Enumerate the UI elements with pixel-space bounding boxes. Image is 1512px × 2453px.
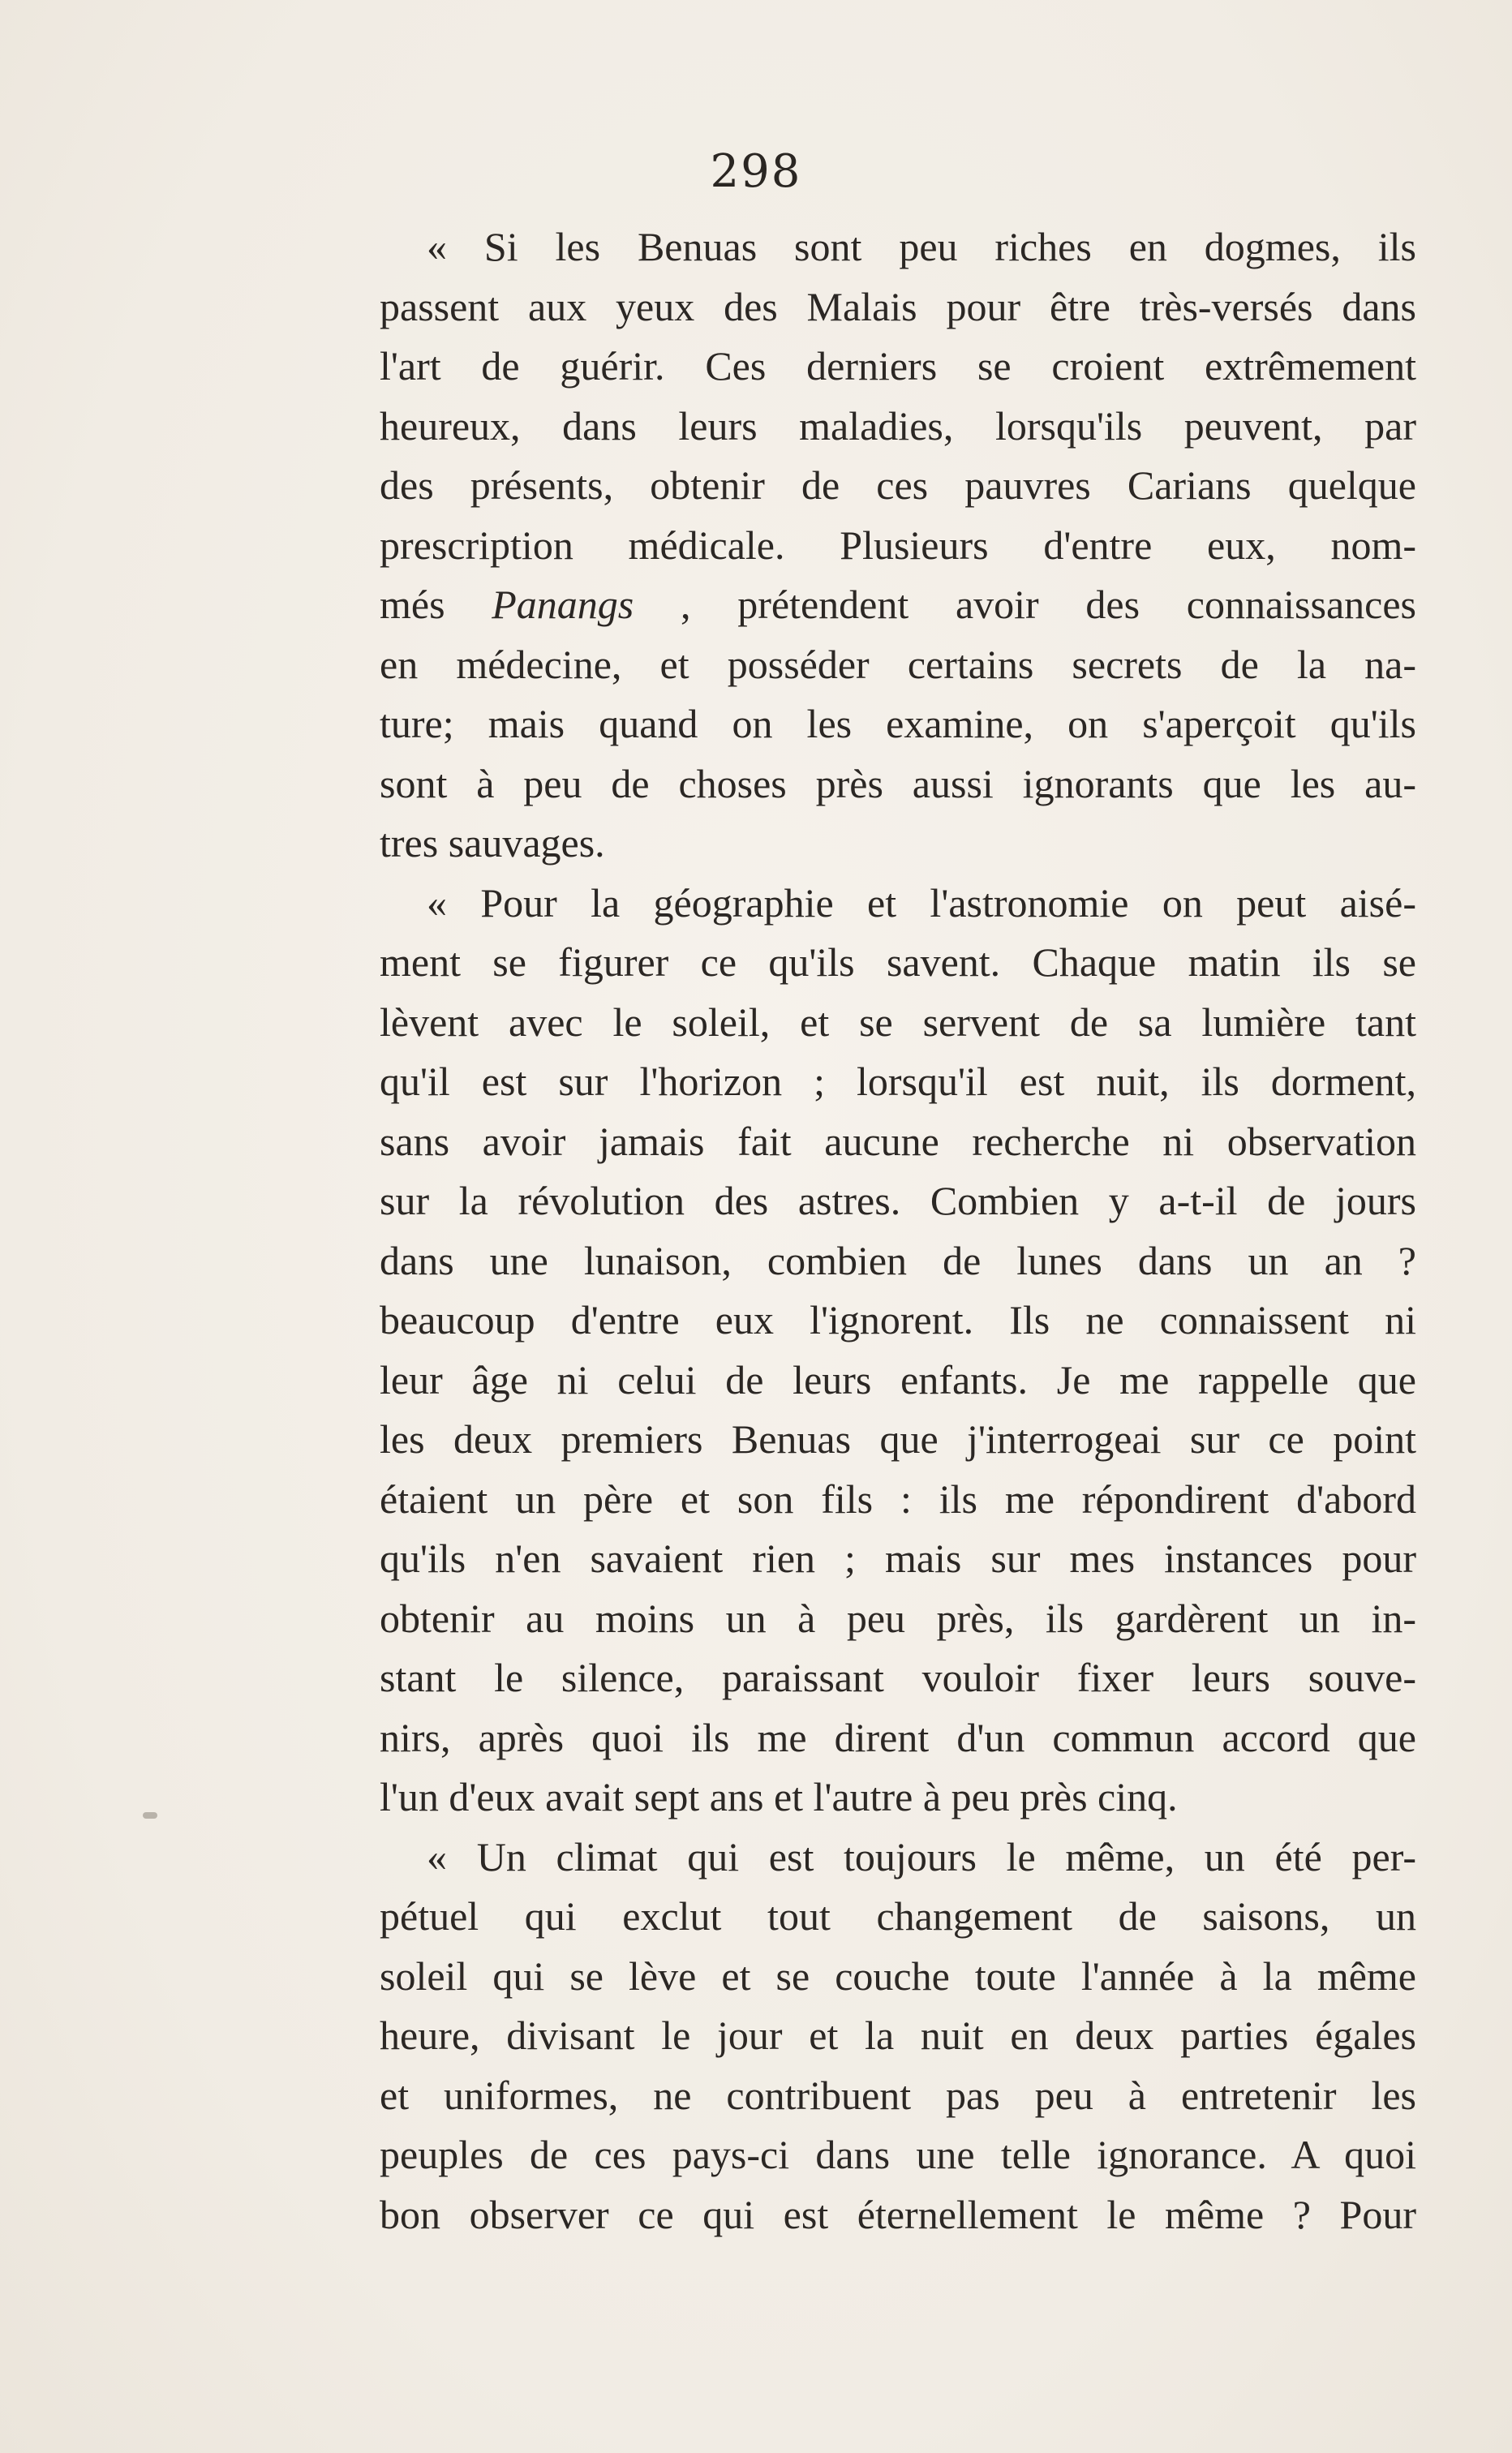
text-line	[380, 1052, 1416, 1112]
text-line	[380, 1410, 1416, 1470]
text-line	[380, 2125, 1416, 2185]
text-segment: tres sauvages.	[380, 820, 605, 866]
text-segment: et uniformes, ne contribuent pas peu à entretenir les	[380, 2072, 1416, 2118]
text-segment: prescription médicale. Plusieurs d'entre eux, nom-	[380, 522, 1416, 568]
text-segment: qu'ils n'en savaient rien ; mais sur mes instances pour	[380, 1536, 1416, 1581]
text-segment: l'art de guérir. Ces derniers se croient extrêmement	[380, 343, 1416, 389]
text-segment: heureux, dans leurs maladies, lorsqu'ils peuvent, par	[380, 402, 1416, 449]
text-line	[380, 575, 1416, 635]
text-segment: « Pour la géographie et l'astronomie on peut aisé-	[427, 879, 1416, 926]
text-line	[380, 1887, 1416, 1947]
text-segment: « Si les Benuas sont peu riches en dogmes, ils	[427, 224, 1416, 269]
text-segment: , prétendent avoir des connaissances	[634, 582, 1416, 627]
text-line	[380, 1529, 1416, 1589]
text-line	[380, 277, 1416, 337]
text-segment: sont à peu de choses près aussi ignorants que les au-	[380, 760, 1416, 806]
italic-term: Panangs	[492, 582, 634, 627]
text-line	[380, 635, 1416, 695]
text-segment: qu'il est sur l'horizon ; lorsqu'il est nuit, ils dorment,	[380, 1059, 1416, 1104]
text-segment: dans une lunaison, combien de lunes dans un an ?	[380, 1237, 1416, 1283]
text-line	[380, 337, 1416, 397]
paper-speck	[143, 1812, 157, 1819]
text-line	[380, 2185, 1416, 2245]
text-line	[380, 1291, 1416, 1351]
text-line	[380, 814, 1416, 874]
text-line	[380, 516, 1416, 576]
text-segment: bon observer ce qui est éternellement le même ? Pour	[380, 2191, 1416, 2237]
text-line	[380, 1112, 1416, 1172]
text-line	[380, 2066, 1416, 2126]
text-segment: l'un d'eux avait sept ans et l'autre à peu près cinq.	[380, 1774, 1178, 1819]
text-segment: peuples de ces pays-ci dans une telle ignorance. A quoi	[380, 2132, 1416, 2177]
text-segment: més	[380, 582, 492, 627]
text-segment: pétuel qui exclut tout changement de saisons, un	[380, 1893, 1416, 1939]
text-line	[380, 1828, 1416, 1888]
text-segment: heure, divisant le jour et la nuit en deux parties égales	[380, 2013, 1416, 2058]
text-segment: des présents, obtenir de ces pauvres Carians quelque	[380, 462, 1416, 508]
body-text	[380, 217, 1416, 2245]
text-segment: « Un climat qui est toujours le même, un été per-	[427, 1833, 1416, 1879]
text-line	[380, 933, 1416, 993]
text-segment: sur la révolution des astres. Combien y a-t-il de jours	[380, 1178, 1416, 1223]
text-line	[380, 1648, 1416, 1708]
text-segment: étaient un père et son fils : ils me répondirent d'abord	[380, 1476, 1416, 1522]
text-segment: en médecine, et posséder certains secrets de la na-	[380, 641, 1416, 687]
text-line	[380, 217, 1416, 277]
text-line	[380, 1947, 1416, 2007]
text-segment: lèvent avec le soleil, et se servent de sa lumière tant	[380, 999, 1416, 1045]
page-number: 298	[710, 145, 802, 198]
text-line	[380, 1231, 1416, 1291]
text-segment: ture; mais quand on les examine, on s'aperçoit qu'ils	[380, 701, 1416, 746]
text-line	[380, 1708, 1416, 1768]
text-line	[380, 1171, 1416, 1231]
text-segment: sans avoir jamais fait aucune recherche ni observation	[380, 1118, 1416, 1164]
text-line	[380, 993, 1416, 1053]
text-line	[380, 1351, 1416, 1411]
text-line	[380, 2006, 1416, 2066]
text-line	[380, 456, 1416, 516]
text-line	[380, 1768, 1416, 1828]
text-segment: obtenir au moins un à peu près, ils gardèrent un in-	[380, 1595, 1416, 1641]
text-segment: leur âge ni celui de leurs enfants. Je me rappelle que	[380, 1356, 1416, 1403]
text-line	[380, 874, 1416, 934]
text-segment: beaucoup d'entre eux l'ignorent. Ils ne connaissent ni	[380, 1297, 1416, 1342]
text-segment: stant le silence, paraissant vouloir fixer leurs souve-	[380, 1655, 1416, 1700]
text-segment: passent aux yeux des Malais pour être très-versés dans	[380, 283, 1416, 329]
text-segment: soleil qui se lève et se couche toute l'année à la même	[380, 1953, 1416, 1999]
text-line	[380, 694, 1416, 754]
text-line	[380, 754, 1416, 814]
text-line	[380, 1470, 1416, 1530]
text-line	[380, 1589, 1416, 1649]
text-segment: nirs, après quoi ils me dirent d'un commun accord que	[380, 1714, 1416, 1760]
text-segment: ment se figurer ce qu'ils savent. Chaque matin ils se	[380, 939, 1416, 985]
text-line	[380, 397, 1416, 457]
text-segment: les deux premiers Benuas que j'interrogeai sur ce point	[380, 1416, 1416, 1462]
